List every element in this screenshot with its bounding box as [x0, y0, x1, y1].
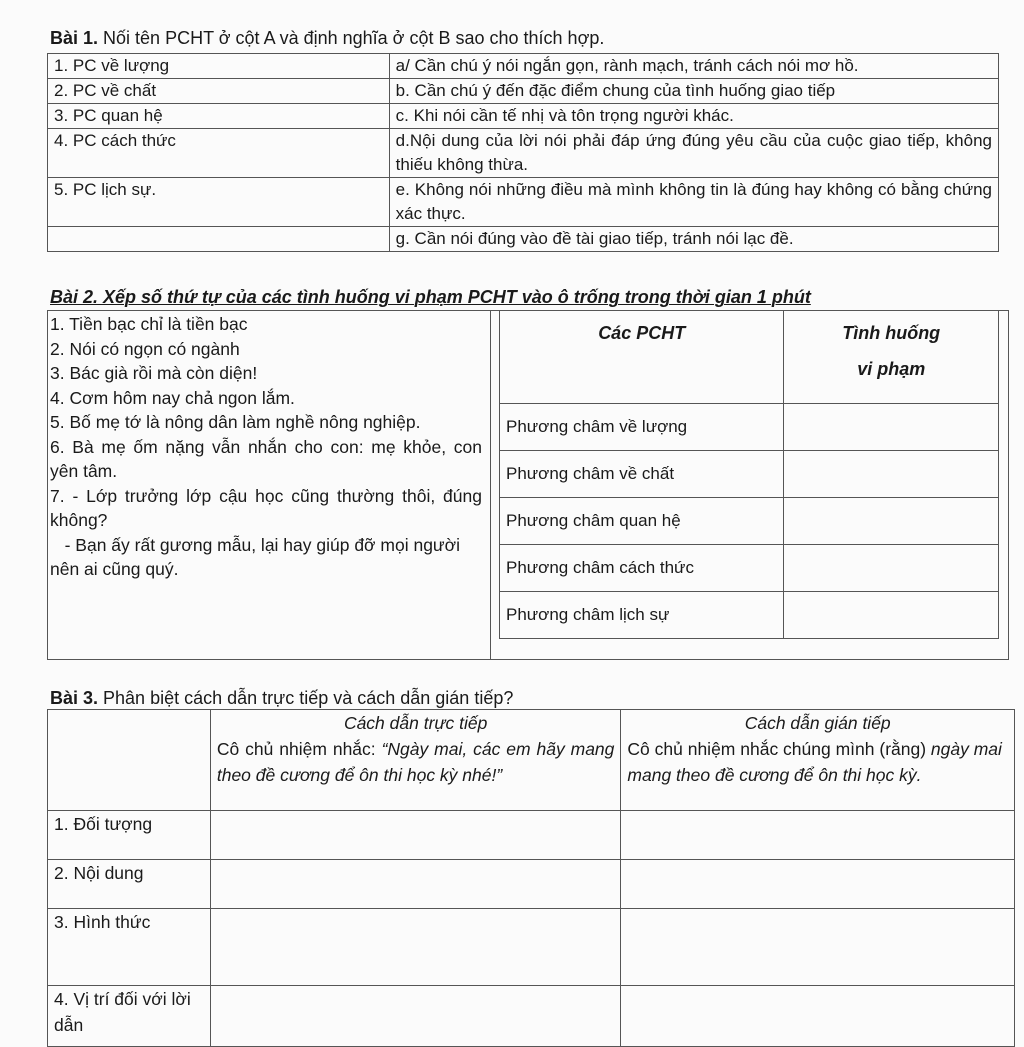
- list-item: 5. Bố mẹ tớ là nông dân làm nghề nông nghiệp.: [50, 412, 421, 432]
- table-row: [48, 129, 999, 178]
- divider: [490, 310, 491, 659]
- pcht-cell: Phương châm quan hệ: [500, 498, 784, 545]
- answer-cell[interactable]: [210, 909, 621, 986]
- header-tinh-huong: Tình huống vi phạm: [784, 311, 999, 404]
- table-header: [500, 311, 999, 404]
- bai3-table: [47, 709, 1015, 1047]
- gian-tiep-header-cell: Cách dẫn gián tiếp Cô chủ nhiệm nhắc chúng mình (rằng) ngày mai mang theo đề cương để ôn thi học kỳ.: [621, 710, 1015, 811]
- answer-cell[interactable]: [621, 811, 1015, 860]
- answer-cell[interactable]: [784, 404, 999, 451]
- criteria-cell: 1. Đối tượng: [48, 811, 211, 860]
- answer-cell[interactable]: [621, 860, 1015, 909]
- table-row: [48, 54, 999, 79]
- table-row: [500, 592, 999, 639]
- answer-cell[interactable]: [784, 498, 999, 545]
- col-b-cell: e. Không nói những điều mà mình không tin là đúng hay không có bằng chứng xác thực.: [389, 178, 998, 227]
- answer-cell[interactable]: [784, 451, 999, 498]
- list-item: 3. Bác già rồi mà còn diện!: [50, 363, 258, 383]
- table-row: [48, 178, 999, 227]
- pcht-cell: Phương châm về chất: [500, 451, 784, 498]
- pcht-cell: Phương châm cách thức: [500, 545, 784, 592]
- col-b-cell: b. Cần chú ý đến đặc điểm chung của tình huống giao tiếp: [389, 79, 998, 104]
- col-b-cell: g. Cần nói đúng vào đề tài giao tiếp, tránh nói lạc đề.: [389, 227, 998, 252]
- table-header: [48, 710, 1015, 811]
- bai3-title: Bài 3. Phân biệt cách dẫn trực tiếp và cách dẫn gián tiếp?: [50, 688, 514, 708]
- header-pcht: Các PCHT: [500, 311, 784, 404]
- table-row: [48, 860, 1015, 909]
- pcht-cell: Phương châm về lượng: [500, 404, 784, 451]
- list-item: 7. - Lớp trưởng lớp cậu học cũng thường thôi, đúng không?: [50, 485, 482, 530]
- answer-cell[interactable]: [621, 986, 1015, 1047]
- table-row: [48, 811, 1015, 860]
- list-item: 2. Nói có ngọn có ngành: [50, 338, 240, 359]
- empty-cell: [48, 710, 211, 811]
- table-row: [48, 104, 999, 129]
- pcht-table: [499, 310, 999, 639]
- truc-tiep-header-cell: Cách dẫn trực tiếp Cô chủ nhiệm nhắc: “Ngày mai, các em hãy mang theo đề cương để ôn thi học kỳ nhé!”: [210, 710, 621, 811]
- bai2-title: Bài 2. Xếp số thứ tự của các tình huống vi phạm PCHT vào ô trống trong thời gian 1 phút: [50, 287, 811, 307]
- col-a-cell: 3. PC quan hệ: [48, 104, 390, 129]
- table-row: [500, 451, 999, 498]
- col-b-cell: d.Nội dung của lời nói phải đáp ứng đúng yêu cầu của cuộc giao tiếp, không thiếu không thừa.: [389, 129, 998, 178]
- col-a-cell: 2. PC về chất: [48, 79, 390, 104]
- col-a-cell: 5. PC lịch sự.: [48, 178, 390, 227]
- list-item: 4. Cơm hôm nay chả ngon lắm.: [50, 387, 295, 408]
- situation-list: [50, 312, 482, 582]
- criteria-cell: 4. Vị trí đối với lời dẫn: [48, 986, 211, 1047]
- criteria-cell: 2. Nội dung: [48, 860, 211, 909]
- answer-cell[interactable]: [210, 986, 621, 1047]
- table-row: [48, 909, 1015, 986]
- table-row: [48, 986, 1015, 1047]
- answer-cell[interactable]: [621, 909, 1015, 986]
- answer-cell[interactable]: [210, 811, 621, 860]
- table-row: [500, 404, 999, 451]
- bai1-table: [47, 53, 999, 252]
- answer-cell[interactable]: [784, 592, 999, 639]
- pcht-cell: Phương châm lịch sự: [500, 592, 784, 639]
- col-b-cell: c. Khi nói cần tế nhị và tôn trọng người khác.: [389, 104, 998, 129]
- table-row: [500, 545, 999, 592]
- list-item: 6. Bà mẹ ốm nặng vẫn nhắn cho con: mẹ khỏe, con yên tâm.: [50, 436, 482, 481]
- table-row: [500, 498, 999, 545]
- list-item: - Bạn ấy rất gương mẫu, lại hay giúp đỡ mọi người nên ai cũng quý.: [50, 534, 465, 579]
- table-row: [48, 227, 999, 252]
- col-a-cell: 1. PC về lượng: [48, 54, 390, 79]
- col-a-cell: 4. PC cách thức: [48, 129, 390, 178]
- table-row: [48, 79, 999, 104]
- answer-cell[interactable]: [210, 860, 621, 909]
- col-a-cell: [48, 227, 390, 252]
- criteria-cell: 3. Hình thức: [48, 909, 211, 986]
- bai1-title: Bài 1. Nối tên PCHT ở cột A và định nghĩa ở cột B sao cho thích hợp.: [50, 28, 605, 48]
- list-item: 1. Tiền bạc chỉ là tiền bạc: [50, 314, 248, 334]
- col-b-cell: a/ Cần chú ý nói ngắn gọn, rành mạch, tránh cách nói mơ hồ.: [389, 54, 998, 79]
- answer-cell[interactable]: [784, 545, 999, 592]
